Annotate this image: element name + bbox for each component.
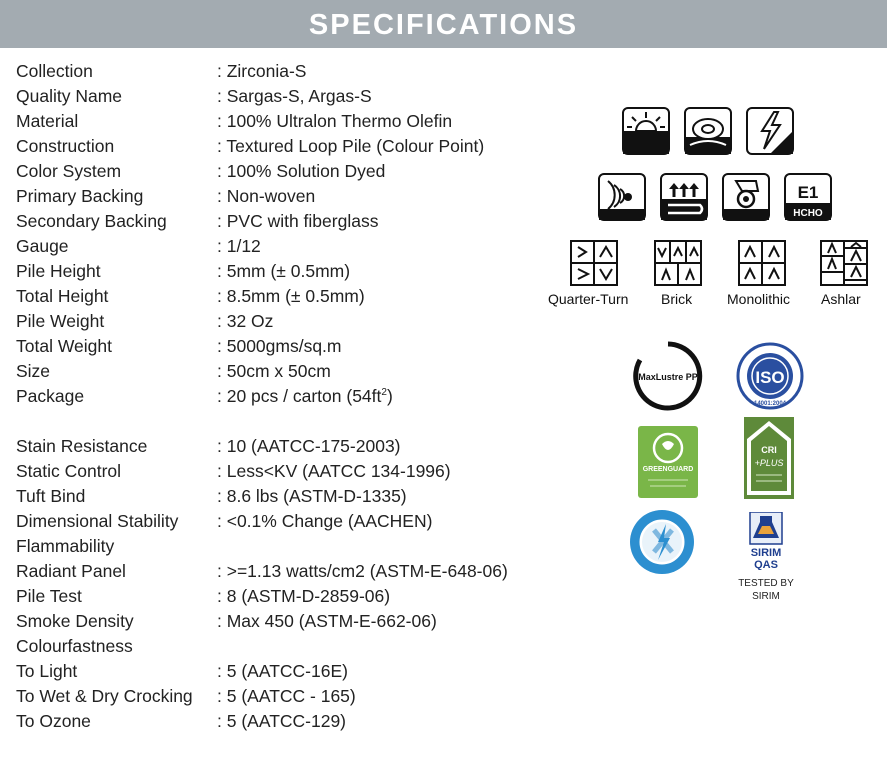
spec-row: [16, 59, 556, 84]
perf-row: [16, 459, 556, 484]
spec-label: Package: [16, 386, 85, 406]
perf-row: [16, 509, 556, 534]
maxlustre-pp-logo: [632, 340, 704, 412]
cri-text: CRI: [761, 445, 777, 455]
spec-row: [16, 334, 556, 359]
page-title: SPECIFICATIONS: [308, 9, 579, 41]
spec-value: : 5mm (± 0.5mm): [217, 261, 351, 281]
tested-by-line2: SIRIM: [752, 591, 780, 602]
spec-label: Smoke Density: [16, 611, 134, 631]
spec-label: Size: [16, 361, 51, 381]
spec-row: [16, 259, 556, 284]
perf-row: [16, 534, 556, 559]
perf-row: [16, 584, 556, 609]
brick-pattern-icon: [654, 240, 702, 286]
spec-row: [16, 109, 556, 134]
acoustic-icon: [598, 173, 646, 221]
spec-row: [16, 134, 556, 159]
spec-row: [16, 159, 556, 184]
spec-label: Radiant Panel: [16, 561, 126, 581]
e1-label: E1: [797, 183, 819, 202]
spec-value: : Less<KV (AATCC 134-1996): [217, 461, 451, 481]
spec-label: Pile Height: [16, 261, 101, 281]
perf-row: [16, 684, 556, 709]
roller-icon: [684, 107, 732, 155]
spec-row: [16, 309, 556, 334]
spec-row-package: [16, 384, 556, 409]
spec-label: Dimensional Stability: [16, 511, 179, 531]
spec-value: : PVC with fiberglass: [217, 211, 379, 231]
sirim-name: SIRIM: [750, 547, 782, 559]
greenguard-logo: [638, 426, 698, 498]
antisoil-warranty-badge: [628, 508, 696, 576]
spec-value: : 20 pcs / carton $(54ft^2)$: [217, 386, 393, 406]
spec-label: Material: [16, 111, 79, 131]
spacer: [16, 409, 556, 434]
spec-label: Tuft Bind: [16, 486, 86, 506]
spec-row: [16, 184, 556, 209]
castor-chair-icon: [722, 173, 770, 221]
spec-value: : 10 (AATCC-175-2003): [217, 436, 401, 456]
spec-value: : >=1.13 watts/cm2 (ASTM-E-648-06): [217, 561, 508, 581]
spec-value: : Sargas-S, Argas-S: [217, 86, 372, 106]
spec-value: : 8.5mm (± 0.5mm): [217, 286, 365, 306]
spec-label: Pile Weight: [16, 311, 105, 331]
sirim-qas: QAS: [754, 559, 778, 570]
spec-value: : Zirconia-S: [217, 61, 307, 81]
iso-14001-logo: [736, 342, 804, 410]
spec-value: : 100% Ultralon Thermo Olefin: [217, 111, 453, 131]
spec-value: : 8.6 lbs (ASTM-D-1335): [217, 486, 407, 506]
spec-row: [16, 359, 556, 384]
perf-row: [16, 434, 556, 459]
spec-row: [16, 209, 556, 234]
spec-value: : 50cm x 50cm: [217, 361, 331, 381]
quarter-turn-label: Quarter-Turn: [548, 291, 629, 307]
spec-label: Stain Resistance: [16, 436, 148, 456]
spec-label: Color System: [16, 161, 122, 181]
perf-row: [16, 484, 556, 509]
spec-value: : Max 450 (ASTM-E-662-06): [217, 611, 437, 631]
monolithic-pattern-icon: [738, 240, 786, 286]
spec-label: Flammability: [16, 536, 115, 556]
spec-value: : 8 (ASTM-D-2859-06): [217, 586, 391, 606]
hcho-label: HCHO: [793, 208, 823, 219]
spec-value: : Non-woven: [217, 186, 316, 206]
spec-value: : 1/12: [217, 236, 261, 256]
maxlustre-text: MaxLustre PP: [638, 372, 698, 382]
spec-row: [16, 234, 556, 259]
spec-value: : 5 (AATCC-16E): [217, 661, 348, 681]
spec-label: To Light: [16, 661, 78, 681]
perf-row: [16, 709, 556, 734]
perf-row: [16, 659, 556, 684]
spec-label: Total Height: [16, 286, 109, 306]
spec-value: : 5 (AATCC - 165): [217, 686, 356, 706]
spec-row: [16, 84, 556, 109]
monolithic-label: Monolithic: [727, 291, 791, 307]
spec-label: Total Weight: [16, 336, 112, 356]
spec-value: : Textured Loop Pile (Colour Point): [217, 136, 485, 156]
underfloor-heating-icon: [660, 173, 708, 221]
spec-row: [16, 284, 556, 309]
spec-value: : 32 Oz: [217, 311, 274, 331]
cri-green-label-plus-logo: [744, 417, 794, 499]
specifications-list: [16, 59, 556, 734]
quarter-turn-pattern-icon: [570, 240, 618, 286]
cri-plus-text: +PLUS: [754, 458, 784, 468]
brick-label: Brick: [661, 291, 693, 307]
spec-label: To Ozone: [16, 711, 91, 731]
iso-text: ISO: [755, 368, 785, 387]
ashlar-pattern-icon: [820, 240, 868, 286]
spec-label: Construction: [16, 136, 115, 156]
lightfastness-icon: [622, 107, 670, 155]
spec-label: Primary Backing: [16, 186, 144, 206]
ashlar-label: Ashlar: [821, 291, 861, 307]
antistatic-icon: [746, 107, 794, 155]
spec-value: : 5 (AATCC-129): [217, 711, 347, 731]
header-bar: [0, 0, 887, 48]
perf-row: [16, 559, 556, 584]
spec-value: : 100% Solution Dyed: [217, 161, 386, 181]
spec-label: Secondary Backing: [16, 211, 167, 231]
spec-value: : <0.1% Change (AACHEN): [217, 511, 433, 531]
spec-label: Pile Test: [16, 586, 82, 606]
spec-label: To Wet & Dry Crocking: [16, 686, 193, 706]
perf-row: [16, 634, 556, 659]
perf-row: [16, 609, 556, 634]
spec-value: : 5000gms/sq.m: [217, 336, 342, 356]
spec-label: Gauge: [16, 236, 69, 256]
iso-code: 14001:2004: [753, 401, 787, 407]
spec-label: Colourfastness: [16, 636, 133, 656]
greenguard-text: GREENGUARD: [642, 466, 694, 473]
sirim-qas-logo: [746, 512, 794, 570]
spec-label: Quality Name: [16, 86, 123, 106]
e1-hcho-icon: [784, 173, 832, 221]
tested-by-line1: TESTED BY: [738, 578, 794, 589]
spec-label: Static Control: [16, 461, 122, 481]
spec-label: Collection: [16, 61, 93, 81]
